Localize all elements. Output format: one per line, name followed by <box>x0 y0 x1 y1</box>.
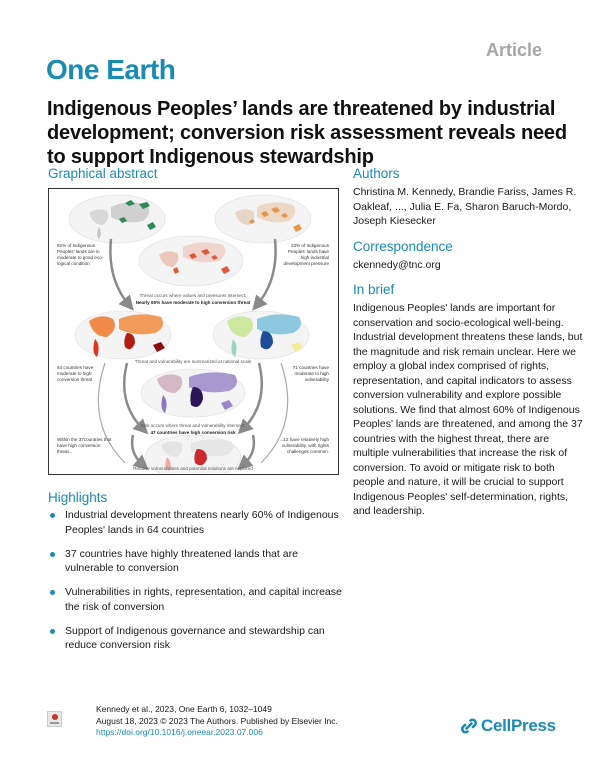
svg-text:Within the 37countries thathav: Within the 37countries that have high conversion threat... <box>57 437 112 454</box>
bullet-icon <box>50 629 55 634</box>
graphical-abstract-heading: Graphical abstract <box>48 166 158 181</box>
bullet-icon <box>50 590 55 595</box>
svg-text:...12 have relatively highvuln: ...12 have relatively high vulnerability, with rights challenges common. <box>279 437 329 454</box>
svg-text:Threat and vulnerability are s: Threat and vulnerability are summarized at national scale <box>134 359 252 364</box>
cellpress-wordmark: CellPress <box>481 716 556 735</box>
doi-link[interactable]: https://doi.org/10.1016/j.oneear.2023.07.006 <box>96 727 263 737</box>
highlight-item: Support of Indigenous governance and stewardship can reduce conversion risk <box>48 624 348 653</box>
correspondence-heading: Correspondence <box>353 238 453 254</box>
bullet-icon <box>50 552 55 557</box>
map-conversion-risk <box>141 369 245 417</box>
map-conversion-threat <box>139 236 243 286</box>
graphical-abstract-figure <box>48 188 339 475</box>
highlight-item: Industrial development threatens nearly 60% of Indigenous Peoples' lands in 64 countries <box>48 508 348 537</box>
bullet-icon <box>50 513 55 518</box>
citation-block <box>96 704 338 739</box>
ga-label-middle-1a: Threat occurs where values and pressures intersect: <box>139 293 247 298</box>
map-vulnerability <box>213 311 309 359</box>
authors-list: Christina M. Kennedy, Brandie Fariss, James R. Oakleaf, ..., Julia E. Fa, Sharon Baruch-Mordo, Joseph Kiesecker <box>353 186 577 227</box>
map-ecological-condition <box>69 195 165 243</box>
svg-text:Relative vulnerabilities and p: Relative vulnerabilities and potential solutions are explored <box>133 466 253 471</box>
paper-title: Indigenous Peoples’ lands are threatened by industrial development; conversion risk assessment reveals need to support Indigenous stewardship <box>47 98 567 168</box>
highlights-list <box>48 508 348 662</box>
article-type-label: Article <box>485 40 542 60</box>
ga-label-middle-1b: Nearly 60% have moderate to high conversion threat <box>135 300 251 305</box>
map-threat-national <box>75 311 171 359</box>
right-column <box>353 166 588 519</box>
highlight-item: Vulnerabilities in rights, representation, and capital increase the risk of conversion <box>48 585 348 614</box>
correspondence-email[interactable]: ckennedy@tnc.org <box>353 258 441 271</box>
journal-title: One Earth <box>46 54 176 85</box>
svg-text:Risk occurs where threat and v: Risk occurs where threat and vulnerability intersect: <box>140 423 246 428</box>
cellpress-logo[interactable] <box>461 716 556 736</box>
svg-text:71 countries havemoderate to h: 71 countries have moderate to high vulnerability <box>292 365 329 382</box>
copyright-line: August 18, 2023 © 2023 The Authors. Published by Elsevier Inc. <box>96 715 338 726</box>
svg-text:47 countries have high convers: 47 countries have high conversion risk <box>150 430 236 435</box>
in-brief-heading: In brief <box>353 282 395 297</box>
cellpress-chain-icon <box>461 718 477 734</box>
ga-label-left-top-1: 92% of Indigenous <box>57 243 96 248</box>
map-development-pressure <box>215 195 311 243</box>
svg-text:64 countries havemoderate to h: 64 countries have moderate to high conversion threat <box>57 365 94 382</box>
svg-text:92% of IndigenousPeoples' land: 92% of Indigenous Peoples' lands are in moderate to good eco-logical condition <box>57 243 104 266</box>
highlight-item: 37 countries have highly threatened lands that are vulnerable to conversion <box>48 547 348 576</box>
highlights-heading: Highlights <box>48 490 108 505</box>
crossmark-icon[interactable] <box>47 711 62 727</box>
authors-heading: Authors <box>353 166 400 181</box>
in-brief-text: Indigenous Peoples' lands are important for conservation and socio-ecological well-being. Industrial development threatens these lands, but the magnitude and risk remain unclear. Here we employ a global index comprised of rights, representation, and capital indicators to assess conversion vulnerability and explore possible solutions. We find that almost 60% of Indigenous Peoples' lands are threatened, and among the 37 countries with the highest threat, there are multiple vulnerabilities that increase the risk of conversion. To avoid or mitigate risk to both people and nature, it will be crucial to support Indigenous Peoples' self-determination, rights, and leadership. <box>353 302 583 517</box>
citation-line: Kennedy et al., 2023, One Earth 6, 1032–1049 <box>96 704 272 714</box>
svg-text:23% of IndigenousPeoples' land: 23% of Indigenous Peoples' lands have high industrial development pressure <box>283 243 329 266</box>
